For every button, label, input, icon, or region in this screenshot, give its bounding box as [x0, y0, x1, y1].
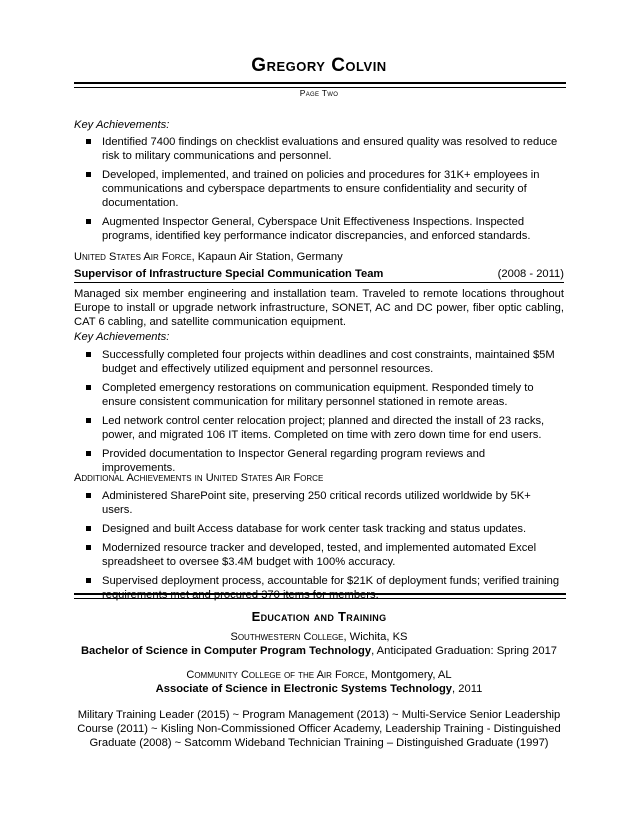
bullet-icon	[86, 139, 91, 144]
school-1	[60, 630, 578, 644]
list-item: Modernized resource tracker and developed, tested, and implemented automated Excel spreadsheet to oversee $3.4M budget with 100% accuracy.	[80, 541, 560, 569]
school-2	[60, 668, 578, 682]
bullet-icon	[86, 451, 91, 456]
degree-2-title: Associate of Science in Electronic Systems Technology	[155, 683, 453, 695]
bullet-icon	[86, 219, 91, 224]
achievements-list-3	[80, 489, 560, 607]
bullet-icon	[86, 172, 91, 177]
additional-heading: Additional Achievements in United States Air Force	[74, 472, 324, 484]
school-1-location: Wichita, KS	[349, 631, 408, 643]
list-item: Administered SharePoint site, preserving 250 critical records utilized worldwide by 5K+ users.	[80, 489, 560, 517]
school-2-location: Montgomery, AL	[370, 669, 452, 681]
key-achievements-label: Key Achievements:	[74, 119, 170, 131]
degree-1-note: , Anticipated Graduation: Spring 2017	[371, 645, 558, 657]
job-dates: (2008 - 2011)	[497, 268, 564, 280]
section-rule	[74, 593, 566, 599]
bullet-icon	[86, 526, 91, 531]
list-item: Designed and built Access database for work center task tracking and status updates.	[80, 522, 560, 536]
bullet-icon	[86, 493, 91, 498]
achievements-list-1	[80, 135, 560, 248]
candidate-name: Gregory Colvin	[251, 55, 387, 76]
bullet-icon	[86, 385, 91, 390]
key-achievements-label: Key Achievements:	[74, 331, 170, 343]
list-item: Developed, implemented, and trained on policies and procedures for 31K+ employees in communications and cyberspace departments to ensure confidentiality and security of documentation.	[80, 168, 560, 210]
list-item: Completed emergency restorations on communication equipment. Responded timely to ensure consistent communication for military personnel stationed in remote areas.	[80, 381, 560, 409]
degree-2	[60, 682, 578, 696]
training-list: Military Training Leader (2015) ~ Program Management (2013) ~ Multi-Service Senior Leadership Course (2011) ~ Kisling Non-Commissioned Officer Academy, Leadership Training - Distinguished Graduate (2008) ~ Satcomm Wideband Technician Training – Distinguished Graduate (1997)	[77, 709, 561, 749]
job-summary: Managed six member engineering and installation team. Traveled to remote locations throughout Europe to install or upgrade network infrastructure, SONET, AC and DC power, fiber optic cabling, CAT 6 cabling, and satellite communication equipment.	[74, 288, 564, 328]
list-item: Augmented Inspector General, Cyberspace Unit Effectiveness Inspections. Inspected programs, identified key performance indicator discrepancies, and enforced standards.	[80, 215, 560, 243]
degree-1	[60, 644, 578, 658]
bullet-icon	[86, 352, 91, 357]
list-item: Provided documentation to Inspector General regarding program reviews and improvements.	[80, 447, 560, 475]
job-employer	[74, 250, 343, 264]
list-item: Successfully completed four projects within deadlines and cost constraints, maintained $5M budget and effectively utilized equipment and personnel resources.	[80, 348, 560, 376]
job-title-line	[74, 268, 564, 283]
job-title: Supervisor of Infrastructure Special Communication Team	[74, 268, 384, 280]
list-item: Led network control center relocation project; planned and directed the install of 23 racks, power, and migrated 106 IT items. Completed on time with zero down time for end users.	[80, 414, 560, 442]
degree-2-note: , 2011	[452, 683, 483, 695]
bullet-icon	[86, 418, 91, 423]
bullet-icon	[86, 545, 91, 550]
school-1-name: Southwestern College,	[230, 631, 347, 643]
bullet-icon	[86, 578, 91, 583]
school-2-name: Community College of the Air Force,	[186, 669, 368, 681]
page-label: Page Two	[299, 88, 339, 98]
list-item: Identified 7400 findings on checklist evaluations and ensured quality was resolved to reduce risk to military communications and personnel.	[80, 135, 560, 163]
employer-name: United States Air Force,	[74, 251, 195, 263]
list-item: Supervised deployment process, accountable for $21K of deployment funds; verified training requirements met and procured 370 items for members.	[80, 574, 560, 602]
education-heading: Education and Training	[251, 609, 387, 624]
employer-location: Kapaun Air Station, Germany	[197, 251, 343, 263]
achievements-list-2	[80, 348, 560, 480]
degree-1-title: Bachelor of Science in Computer Program Technology	[80, 645, 372, 657]
